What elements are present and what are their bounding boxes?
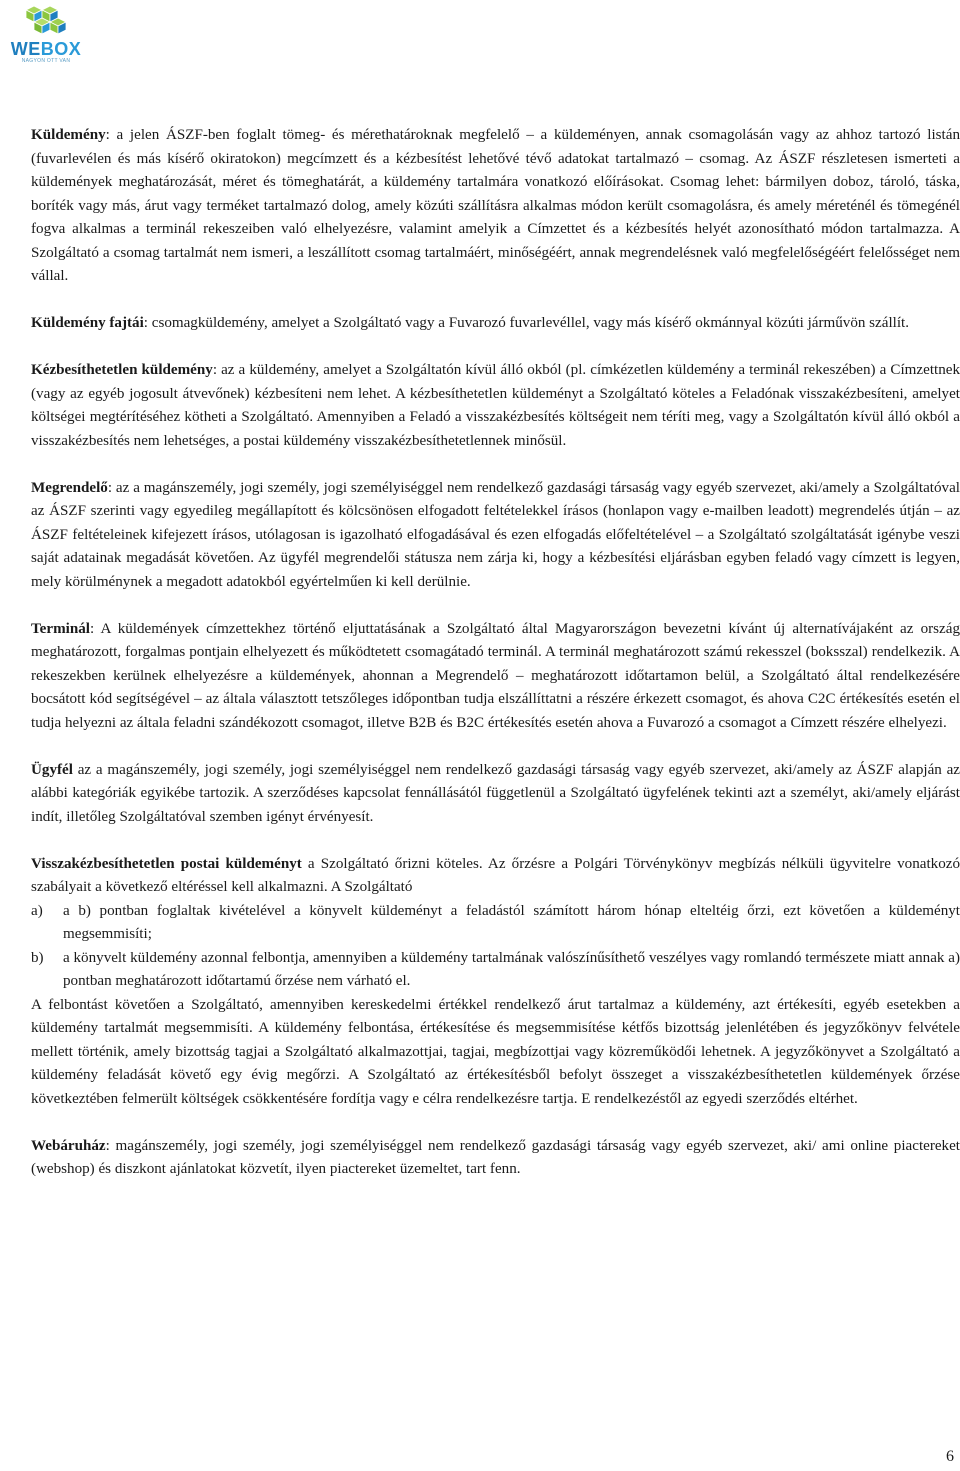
definition-kuldemeny-fajtai: : csomagküldemény, amelyet a Szolgáltató vagy a Fuvarozó fuvarlevéllel, vagy más kísérő okmánnyal közúti járművön szállít. [143,315,910,331]
term-kuldemeny: Küldemény [31,127,106,143]
definition-ugyfel: az a magánszemély, jogi személy, jogi személyiséggel nem rendelkező gazdasági társaság vagy egyéb szervezet, aki/amely az ÁSZF alapján az alábbi kategóriák egyikébe tartozik. A szerződéses kapcsolat fennállásától függetlenül a Szolgáltató ügyfelének tekinti azt a személyt, aki/amely eljárást indít, illetőleg Szolgáltatóval szemben igényt érvényesít. [31,761,960,825]
paragraph-webaruhaz [31,1135,960,1182]
term-kezbesithetetlen: Kézbesíthetetlen küldemény [31,362,213,378]
term-ugyfel: Ügyfél [31,761,73,778]
paragraph-visszakezbesithetetlen [31,853,960,1112]
logo-tagline: NAGYON OTT VAN [21,58,71,64]
definition-terminal: : A küldemények címzettekhez történő eljuttatásának a Szolgáltató által Magyarországon bevezetni kívánt új alternatívájaként az ország meghatározott, forgalmas pontjain elhelyezett és működtetett csomagátadó terminál. A terminál meghatározott számú rekesszel (boksszal) rendelkezik. A rekeszekben kerülnek elhelyezésre a küldemények, ahonnan a Megrendelő – meghatározott időtartamon belül, a Szolgáltató által rendelkezésére bocsátott kód segítségével – az általa választott tetszőleges időpontban tudja elszállíttatni a részére érkezett csomagot, és ahova C2C értékesítés esetén el tudja helyezni az általa feladni szándékozott csomagot, illetve B2B és B2C értékesítés esetén ahova a Fuvarozó a csomagot a Címzett részére elhelyezi. [31,620,960,731]
list-item [31,947,960,994]
definition-kezbesithetetlen: : az a küldemény, amelyet a Szolgáltatón kívül álló okból (pl. címkézetlen küldemény a terminál rekeszében) a Címzettnek (vagy az egyéb jogosult átvevőnek) kézbesíteni nem lehet. A kézbesíthetetlen küldeményt a Szolgáltató köteles a Feladónak visszakézbesíteni, amelyet költségei megtérítéséhez kötheti a Szolgáltató. Amennyiben a Feladó a visszakézbesítés költségeit nem téríti meg, vagy a Szolgáltatón kívül álló okból a visszakézbesítés nem lehetséges, a postai küldemény visszakézbesíthetetlennek minősül. [31,362,960,449]
paragraph-terminal [31,618,960,736]
list-marker: a) [31,902,43,919]
list-item-text: a könyvelt küldemény azonnal felbontja, amennyiben a küldemény tartalmának valószínűsíthető veszélyes vagy romlandó természete miatt annak a) pontban meghatározott időtartamú őrzése nem várható el. [63,949,960,989]
webox-logo [8,4,84,68]
paragraph-ugyfel [31,759,960,830]
intro-visszakezbesithetetlen [31,853,960,900]
cube-grid-icon [20,4,72,40]
definition-webaruhaz: : magánszemély, jogi személy, jogi személyiséggel nem rendelkező gazdasági társaság vagy egyéb szervezet, aki/ ami online piactereket (webshop) és diszkont ajánlatokat közvetít, ilyen piactereket üzemeltet, tart fenn. [31,1137,960,1177]
logo-wordmark: WEBOX [10,39,82,59]
list-item [31,900,960,947]
term-megrendelo: Megrendelő [31,479,108,496]
paragraph-kuldemeny [31,124,960,289]
term-terminal: Terminál [31,620,90,637]
paragraph-kezbesithetetlen [31,359,960,453]
definition-megrendelo: : az a magánszemély, jogi személy, jogi személyiséggel nem rendelkező gazdasági társaság vagy egyéb szervezet, aki/amely a Szolgáltatóval az ÁSZF szerinti vagy egyedileg megállapított és kölcsönösen elfogadott feltételekkel írásos (honlapon vagy e-mailben leadott) megrendelés útján – az ÁSZF feltételeinek kifejezett írásos, utólagosan is igazolható elfogadásával és ezen elfogadás előfeltételével – a Szolgáltató szolgáltatását igénybe veszi saját adatainak megadását követően. Az ügyfél megrendelői státusza nem zárja ki, hogy a kézbesítési eljárásban egyben feladó vagy címzett is legyen, mely körülménynek a megadott adatokból egyértelműen ki kell derülnie. [31,479,960,590]
paragraph-megrendelo [31,477,960,595]
storage-rules-list [31,900,960,994]
opening-procedure-text: A felbontást követően a Szolgáltató, amennyiben kereskedelmi értékkel rendelkező árut tartalmaz a küldemény, azt értékesíti, egyéb esetekben a küldemény tartalmát megsemmisíti. A küldemény felbontása, értékesítése és megsemmisítése kétfős bizottság jelenlétében és jegyzőkönyv felvétele mellett történik, amely bizottság tagjai a Szolgáltató alkalmazottjai, tagjai, megbízottjai vagy közreműködői lehetnek. A jegyzőkönyvet a Szolgáltató a küldemény feladását követő egy évig megőrzi. A Szolgáltató az értékesítésből befolyt összeget a visszakézbesíthetetlen küldemények őrzése következtében felmerült költségek csökkentésére fordítja vagy e célra rendelkezésre tartja. E rendelkezéstől az egyedi szerződés eltérhet. [31,996,960,1107]
paragraph-kuldemeny-fajtai [31,312,960,336]
page-number: 6 [946,1448,954,1465]
document-body [31,124,960,1205]
definition-kuldemeny: : a jelen ÁSZF-ben foglalt tömeg- és mérethatároknak megfelelő – a küldeményen, annak csomagolásán vagy az ahhoz tartozó listán (fuvarlevélen és más kísérő okiratokon) megcímzett és a kézbesítést lehetővé tévő adatokat tartalmazó – csomag. Az ÁSZF részletesen ismerteti a küldemények meghatározását, méret és tömeghatárát, a küldemény tartalmára vonatkozó előírásokat. Csomag lehet: bármilyen doboz, tároló, táska, boríték vagy más, árut vagy terméket tartalmazó dolog, amely közúti szállításra alkalmas módon került csomagolásra, és amely méreténél és tömegénél fogva alkalmas a terminál rekeszeiben való elhelyezésre, valamint amelyik a Címzettet és a kézbesítés helyét azonosítható módon tartalmazza. A Szolgáltató a csomag tartalmát nem ismeri, a leszállított csomag tartalmáért, minőségéért, annak megrendelésnek való megfelelőségéért felelősséget nem vállal. [31,127,960,284]
definition-visszakezbesithetetlen: a Szolgáltató őrizni köteles. Az őrzésre a Polgári Törvénykönyv megbízás nélküli ügyvitelre vonatkozó szabályait a következő eltéréssel kell alkalmazni. A Szolgáltató [31,855,960,895]
list-item-text: a b) pontban foglaltak kivételével a könyvelt küldeményt a feladástól számított három hónap elteltéig őrzi, ezt követően a küldeményt megsemmisíti; [63,902,960,942]
list-marker: b) [31,949,44,966]
term-webaruhaz: Webáruház [31,1137,106,1154]
term-kuldemeny-fajtai: Küldemény fajtái [31,315,144,331]
term-visszakezbesithetetlen: Visszakézbesíthetetlen postai küldeményt [31,855,302,872]
